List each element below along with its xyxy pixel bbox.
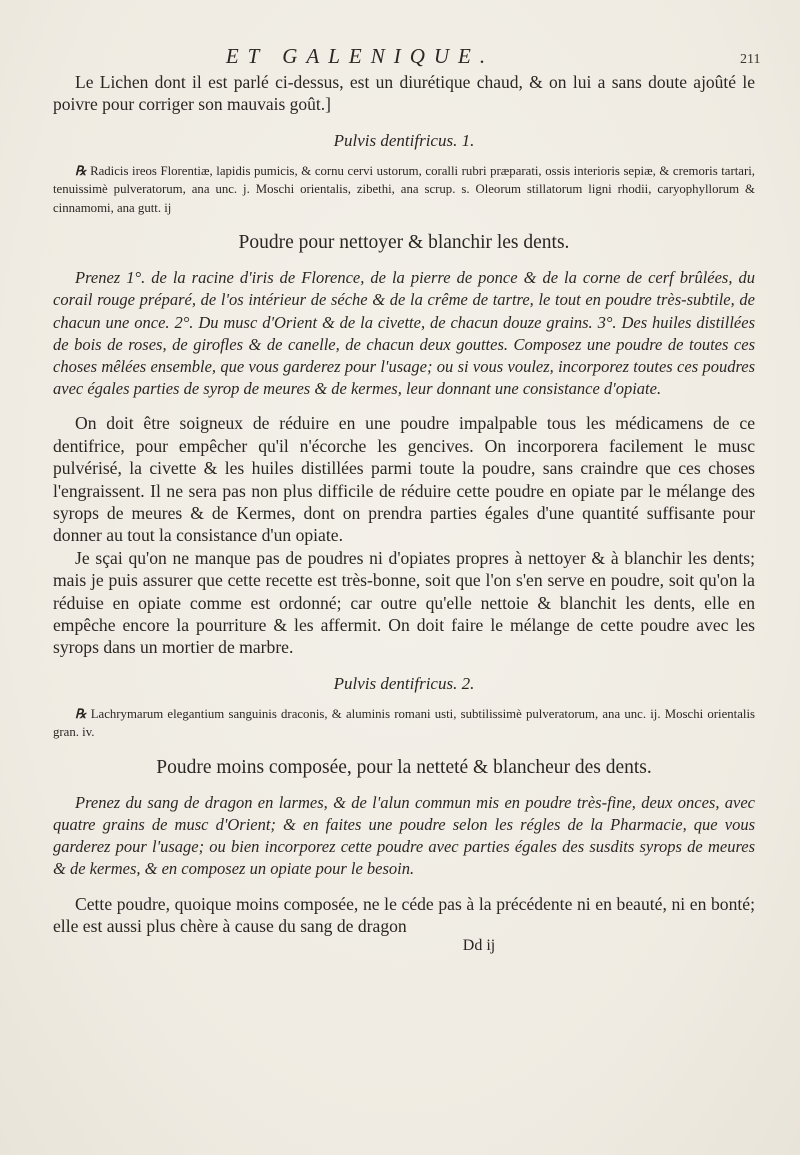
recipe-2-text (53, 705, 755, 742)
recipe-1-title: Pulvis dentifricus. 1. (333, 130, 475, 150)
page-number: 211 (740, 52, 761, 67)
recipe-2-title: Pulvis dentifricus. 2. (333, 673, 475, 693)
recipe-2-body: Lachrymarum elegantium sanguinis draconis, & aluminis romani usti, subtilissimè pulveratorum, ana unc. ij. Moschi orientalis gran. iv. (53, 706, 755, 740)
section-1-directions: Prenez 1°. de la racine d'iris de Florence, de la pierre de ponce & de la corne de cerf brûlées, du corail rouge préparé, de l'os intérieur de séche & de la crême de tartre, le tout en poudre très-subtile, de chacun une once. 2°. Du musc d'Orient & de la civette, de chacun douze grains. 3°. Des huiles distillées de bois de roses, de girofles & de canelle, de chacun deux gouttes. Composez une poudre de toutes ces choses mêlées ensemble, que vous garderez pour l'usage; ou si vous voulez, incorporez toutes ces poudres avec égales parties de syrop de meures & de kermes, leur donnant une consistance d'opiate. (53, 268, 755, 399)
running-title: ET GALENIQUE. (225, 44, 495, 68)
page-text (53, 72, 755, 955)
section-2-commentary: Cette poudre, quoique moins composée, ne le céde pas à la précédente ni en beauté, ni en bonté; elle est aussi plus chère à cause du sang de dragon (53, 893, 755, 936)
section-2-directions: Prenez du sang de dragon en larmes, & de l'alun commun mis en poudre très-fine, deux onces, avec quatre grains de musc d'Orient; & en faites une poudre selon les régles de la Pharmacie, que vous garderez pour l'usage; ou bien incorporez cette poudre avec parties égales des susdits syrops de meures & de kermes, & en composez un opiate pour le besoin. (53, 792, 755, 879)
section-1-commentary-1: On doit être soigneux de réduire en une poudre impalpable tous les médicamens de ce dentifrice, pour empêcher qu'il n'écorche les gencives. On incorporera facilement le musc pulvérisé, la civette & les huiles distillées parmi toute la poudre, sans craindre que ces choses l'engraissent. Il ne sera pas non plus difficile de réduire cette poudre en opiate par le mélange des syrops de meures & de Kermes, dont on prendra parties égales d'une quantité suffisante pour donner au tout la consistance d'un opiate. (53, 413, 755, 546)
section-1-commentary-2: Je sçai qu'on ne manque pas de poudres ni d'opiates propres à nettoyer & à blanchir les dents; mais je puis assurer que cette recette est très-bonne, soit que l'on s'en serve en poudre, soit qu'on la réduise en opiate comme est ordonné; car outre qu'elle nettoie & blanchit les dents, elle en empêche encore la pourriture & les affermit. On doit faire le mélange de cette poudre avec les syrops dans un mortier de marbre. (53, 547, 755, 658)
recipe-1-text (53, 162, 755, 218)
rx-symbol-icon: ℞ (75, 163, 87, 178)
recipe-1-body: Radicis ireos Florentiæ, lapidis pumicis, & cornu cervi ustorum, coralli rubri præparati, ossis interioris sepiæ, & cremoris tartari, tenuissimè pulveratorum, ana unc. j. Moschi orientalis, zibethi, ana scrup. s. Oleorum stillatorum ligni rhodii, caryophyllorum & cinnamomi, ana gutt. ij (53, 163, 755, 215)
opening-paragraph: Le Lichen dont il est parlé ci-dessus, est un diurétique chaud, & on lui a sans doute ajoûté le poivre pour corriger son mauvais goût.] (53, 72, 755, 114)
section-2-heading: Poudre moins composée, pour la netteté & blancheur des dents. (156, 756, 652, 778)
signature-mark: Dd ij (462, 937, 496, 955)
rx-symbol-icon: ℞ (75, 706, 87, 721)
section-1-heading: Poudre pour nettoyer & blanchir les dents. (238, 232, 570, 254)
